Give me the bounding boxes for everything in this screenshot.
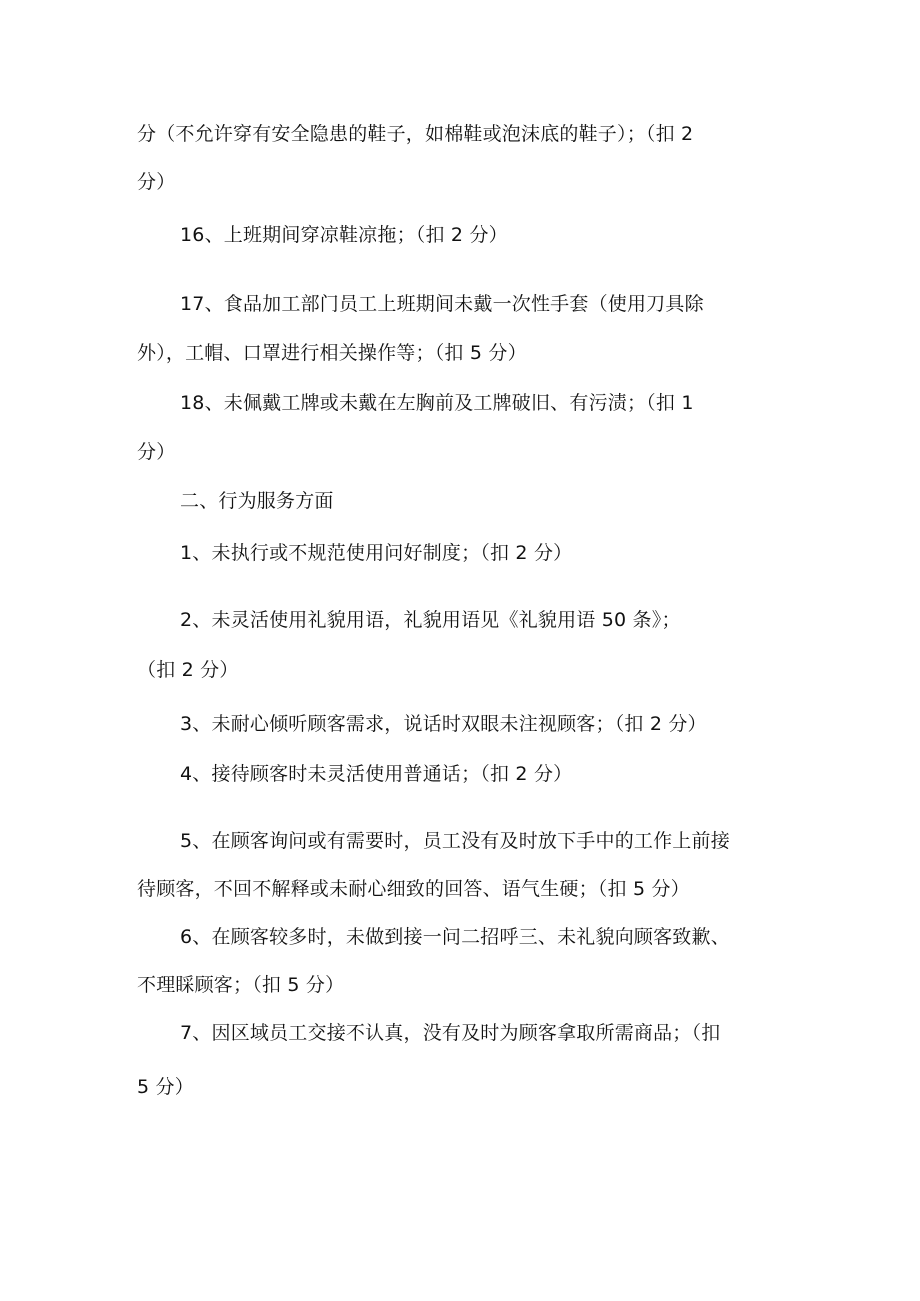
text-line: 2、未灵活使用礼貌用语，礼貌用语见《礼貌用语 50 条》； (180, 609, 681, 631)
text-line: 1、未执行或不规范使用问好制度；（扣 2 分） (180, 542, 573, 564)
text-line: 7、因区域员工交接不认真，没有及时为顾客拿取所需商品；（扣 (180, 1022, 721, 1044)
section-heading: 二、行为服务方面 (180, 490, 334, 512)
text-line: 18、未佩戴工牌或未戴在左胸前及工牌破旧、有污渍；（扣 1 (180, 392, 694, 414)
text-line: 分） (137, 441, 176, 463)
text-line: 3、未耐心倾听顾客需求，说话时双眼未注视顾客；（扣 2 分） (180, 713, 707, 735)
text-line: 分（不允许穿有安全隐患的鞋子，如棉鞋或泡沫底的鞋子）；（扣 2 (137, 123, 694, 145)
text-line: （扣 2 分） (137, 659, 239, 681)
text-line: 4、接待顾客时未灵活使用普通话；（扣 2 分） (180, 763, 573, 785)
text-line: 5 分） (137, 1076, 194, 1098)
text-line: 分） (137, 171, 176, 193)
text-line: 5、在顾客询问或有需要时，员工没有及时放下手中的工作上前接 (180, 830, 730, 852)
text-line: 17、食品加工部门员工上班期间未戴一次性手套（使用刀具除 (180, 293, 704, 315)
text-line: 16、上班期间穿凉鞋凉拖；（扣 2 分） (180, 224, 508, 246)
text-line: 6、在顾客较多时，未做到接一问二招呼三、未礼貌向顾客致歉、 (180, 926, 730, 948)
text-line: 不理睬顾客；（扣 5 分） (137, 974, 345, 996)
text-line: 待顾客，不回不解释或未耐心细致的回答、语气生硬；（扣 5 分） (137, 878, 690, 900)
text-line: 外），工帽、口罩进行相关操作等；（扣 5 分） (137, 342, 527, 364)
